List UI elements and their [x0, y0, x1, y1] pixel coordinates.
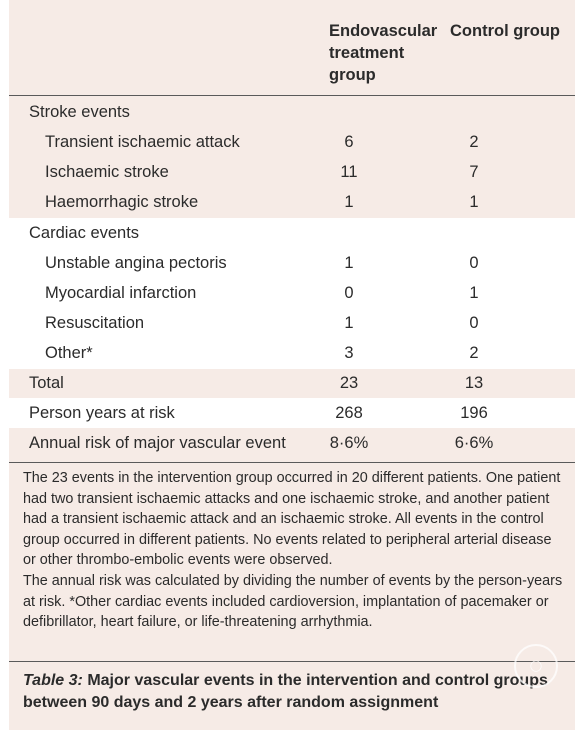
caption-text: Major vascular events in the intervention and control groups between 90 days and 2 years after random assignment — [23, 672, 548, 711]
control-value: 1 — [469, 193, 479, 211]
table-row-cardiac-events — [9, 218, 575, 248]
table-row-unstable-angina — [9, 248, 575, 278]
header-rule — [9, 95, 575, 96]
control-value: 2 — [469, 133, 479, 151]
table-row-ischaemic-stroke — [9, 157, 575, 187]
row-label: Cardiac events — [29, 224, 140, 242]
control-value: 0 — [469, 254, 479, 272]
endovascular-value: 268 — [335, 404, 363, 422]
control-value: 196 — [460, 404, 488, 422]
table-row-person-years — [9, 398, 575, 428]
endovascular-value: 8·6% — [329, 434, 369, 452]
table-row-tia — [9, 127, 575, 157]
caption-rule — [9, 661, 575, 662]
row-label: Annual risk of major vascular event — [29, 434, 286, 452]
control-value: 0 — [469, 314, 479, 332]
endovascular-value: 0 — [344, 284, 354, 302]
column-header-endovascular: Endovascular treatment group — [329, 22, 438, 84]
endovascular-value: 1 — [344, 193, 354, 211]
endovascular-value: 23 — [339, 374, 359, 392]
row-label: Ischaemic stroke — [45, 163, 169, 181]
column-header-control: Control group — [450, 22, 560, 40]
footnote-paragraph: The 23 events in the intervention group occurred in 20 different patients. One patient had two transient ischaemic attacks and one ischaemic stroke, and another patient had a transient ischaemic attack and an ischaemic stroke. All events in the control group occurred in different patients. No events related to peripheral arterial disease or other thrombo-embolic events were observed. — [23, 470, 561, 569]
table-row-stroke-events — [9, 97, 575, 127]
control-value: 1 — [469, 284, 479, 302]
row-label: Unstable angina pectoris — [45, 254, 227, 272]
table-row-haemorrhagic-stroke — [9, 187, 575, 217]
table-row-other — [9, 338, 575, 368]
row-label: Resuscitation — [45, 314, 145, 332]
endovascular-value: 1 — [344, 314, 354, 332]
row-label: Other* — [45, 344, 93, 362]
table-row-annual-risk — [9, 428, 575, 458]
endovascular-value: 1 — [344, 254, 354, 272]
row-label: Haemorrhagic stroke — [45, 193, 199, 211]
table-row-total — [9, 368, 575, 398]
table-caption — [23, 670, 563, 714]
row-label: Myocardial infarction — [45, 284, 197, 302]
table-panel — [9, 0, 575, 730]
control-value: 7 — [469, 163, 479, 181]
table-row-myocardial-infarction — [9, 278, 575, 308]
control-value: 6·6% — [454, 434, 494, 452]
table-footnote — [23, 468, 567, 633]
control-value: 13 — [464, 374, 484, 392]
endovascular-value: 11 — [340, 163, 358, 181]
row-label: Total — [29, 374, 64, 392]
table-row-resuscitation — [9, 308, 575, 338]
watermark-seal-icon: ◯ — [514, 644, 558, 688]
caption-label: Table 3: — [23, 672, 83, 689]
endovascular-value: 6 — [344, 133, 354, 151]
footnote-paragraph: The annual risk was calculated by dividing the number of events by the person-years at risk. *Other cardiac events included cardioversion, implantation of pacemaker or defibrillator, heart failure, or life-threatening arrhythmia. — [23, 572, 563, 631]
endovascular-value: 3 — [344, 344, 354, 362]
row-label: Person years at risk — [29, 404, 175, 422]
table-bottom-rule — [9, 462, 575, 463]
row-label: Transient ischaemic attack — [45, 133, 240, 151]
control-value: 2 — [469, 344, 479, 362]
row-label: Stroke events — [29, 103, 130, 121]
